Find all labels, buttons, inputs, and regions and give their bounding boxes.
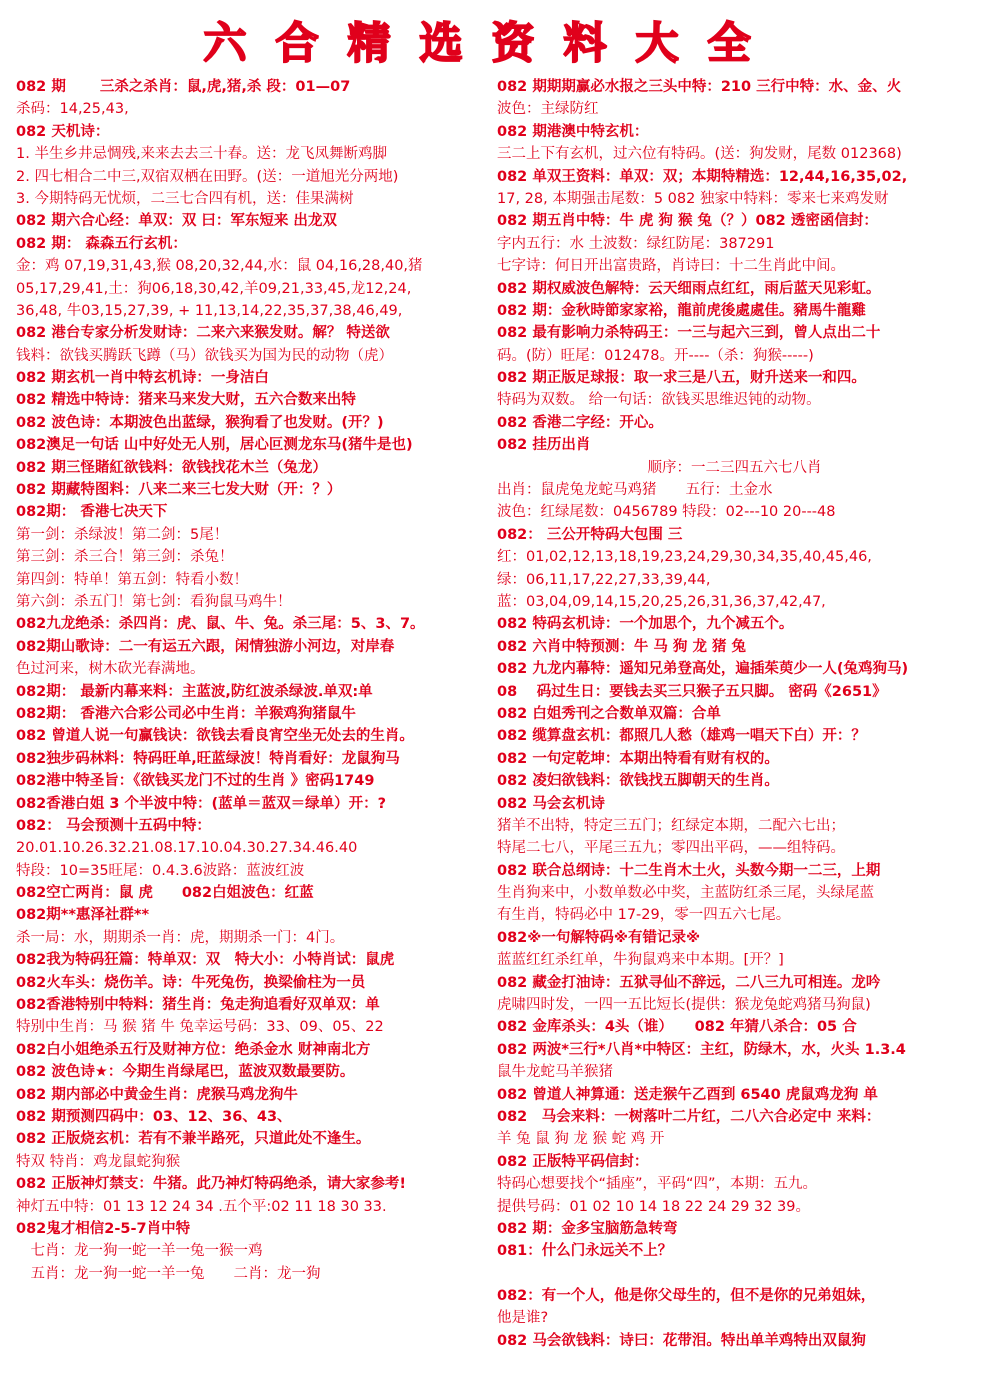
right-text-line: 082 期权威波色解特：云天细雨点红红，雨后蓝天见彩虹。 [497, 280, 881, 297]
left-text-line: 082香港白姐 3 个半波中特：(蓝单＝蓝双＝绿单）开：? [16, 795, 386, 812]
left-text-line: 082 期 三杀之杀肖：鼠,虎,猪,杀 段：01—07 [16, 79, 351, 95]
left-text-line: 082港中特圣旨：《欲钱买龙门不过的生肖 》密码1749 [16, 773, 375, 790]
left-text-line: 082期： 香港六合彩公司必中生肖：羊猴鸡狗猪鼠牛 [16, 705, 356, 722]
left-text-line: 36,48, 牛03,15,27,39, + 11,13,14,22,35,37,38,46,49, [16, 302, 403, 319]
right-text-line: 082 两波*三行*八肖*中特区：主红，防绿木，水，火头 1.3.4 [497, 1041, 906, 1058]
right-text-line: 082 金库杀头：4头（谁） 082 年猜八杀合：05 合 [497, 1019, 857, 1036]
right-text-line: 082 马会欲钱料：诗曰：花带泪。特出单羊鸡特出双鼠狗 [497, 1332, 866, 1349]
left-text-line: 082 波色诗★：今期生肖绿尾巴，蓝波双数最要防。 [16, 1064, 355, 1081]
left-text-line: 082澳足一句话 山中好处无人别，居心叵测龙东马(猪牛是也) [16, 437, 413, 454]
right-text-line: 081：什么门永远关不上？ [497, 1243, 673, 1260]
right-text-line: 082 期港澳中特玄机： [497, 123, 649, 140]
right-text-line: 08 码过生日：要钱去买三只猴子五只脚。 密码《2651》 [497, 683, 887, 700]
right-text-line: 082※一句解特码※有错记录※ [497, 929, 701, 946]
left-text-line: 钱料：欲钱买腾跃飞蹲（马）欲钱买为国为民的动物（虎） [16, 347, 393, 364]
right-text-line: 波色：主绿防红 [497, 101, 599, 118]
left-text-line: 1. 半生乡井忌惆残,来来去去三十春。送：龙飞凤舞断鸡脚 [16, 146, 388, 163]
left-text-line: 第三剑：杀三合！第三剑：杀兔！ [16, 549, 234, 566]
right-text-line: 红：01,02,12,13,18,19,23,24,29,30,34,35,40,45,46, [497, 549, 872, 566]
right-text-line: 羊 兔 鼠 狗 龙 猴 蛇 鸡 开 [497, 1131, 665, 1148]
left-text-line: 082： 马会预测十五码中特： [16, 817, 211, 834]
right-text-line: 虎啸四时发，一四一五比短长(提供：猴龙兔蛇鸡猪马狗鼠) [497, 997, 871, 1014]
left-text-line: 082 期藏特图料：八来二来三七发大财（开：？） [16, 482, 342, 499]
right-text-line: 七字诗：何日开出富贵路，肖诗曰：十二生肖此中间。 [497, 258, 845, 275]
right-text-line: 082 六肖中特预测：牛 马 狗 龙 猪 兔 [497, 638, 747, 655]
left-text-line: 082 期内部必中黄金生肖：虎猴马鸡龙狗牛 [16, 1086, 298, 1103]
left-text-line: 七肖：龙一狗一蛇一羊一兔一猴一鸡 [16, 1243, 263, 1260]
right-text-line: 17, 28, 本期强击尾数：5 082 独家中特料：零来七来鸡发财 [497, 190, 889, 207]
left-text-line: 色过河来，树木砍光春满地。 [16, 661, 205, 678]
right-text-line: 082 期正版足球报：取一求三是八五，财升送来一和四。 [497, 370, 866, 387]
right-text-line: 082 最有影响力杀特码王：一三与起六三到，曾人点出二十 [497, 325, 881, 342]
right-text-line: 波色：红绿尾数：0456789 特段：02---10 20---48 [497, 504, 836, 521]
left-text-line: 082期山歌诗：二一有运五六跟，闲情独游小河边，对岸春 [16, 638, 395, 655]
right-text-line: 082 九龙内幕特：遥知兄弟登高处，遍插茱萸少一人(兔鸡狗马) [497, 661, 909, 678]
right-text-line: 082 香港二字经：开心。 [497, 414, 663, 431]
left-text-line: 特双 特肖：鸡龙鼠蛇狗猴 [16, 1153, 181, 1170]
left-text-line: 082 期： 森森五行玄机： [16, 235, 187, 252]
left-text-line: 082 天机诗： [16, 123, 110, 140]
left-text-line: 杀一局：水，期期杀一肖：虎，期期杀一门：4门。 [16, 929, 345, 946]
right-text-line: 特尾二七八，平尾三五九；零四出平码，——组特码。 [497, 840, 845, 857]
right-text-line: 出肖：鼠虎兔龙蛇马鸡猪 五行：土金水 [497, 482, 773, 499]
left-text-line: 特别中生肖：马 猴 猪 牛 兔幸运号码：33、09、05、22 [16, 1019, 384, 1036]
left-text-line: 082火车头：烧伤羊。诗：牛死兔伤，换梁偷柱为一员 [16, 974, 366, 991]
left-text-line: 082九龙绝杀：杀四肖：虎、鼠、牛、兔。杀三尾：5、3、7。 [16, 616, 425, 633]
right-text-line: 082 单双王资料：单双：双；本期特精选：12,44,16,35,02, [497, 168, 908, 185]
right-text-line: 提供号码：01 02 10 14 18 22 24 29 32 39。 [497, 1198, 810, 1215]
left-text-line: 082 期预测四码中：03、12、36、43、 [16, 1108, 292, 1125]
right-text-line: 猪羊不出特，特定三五门；红绿定本期，二配六七出； [497, 817, 845, 834]
left-text-line: 082 期三怪賭紅欲钱料：欲钱找花木兰（兔龙） [16, 459, 327, 476]
right-column [497, 76, 972, 1352]
left-text-line: 082 波色诗：本期波色出蓝绿，猴狗看了也发财。(开？) [16, 414, 384, 431]
left-text-line: 特段：10=35旺尾：0.4.3.6波路：蓝波红波 [16, 862, 305, 879]
left-text-line: 05,17,29,41,土：狗06,18,30,42,羊09,21,33,45,龙12,24, [16, 280, 412, 297]
right-text-line: 他是谁? [497, 1310, 549, 1327]
left-text-line: 2. 四七相合二中三,双宿双栖在田野。(送：一道旭光分两地) [16, 168, 399, 185]
right-text-line: 082 一句定乾坤：本期出特看有财有权的。 [497, 750, 779, 767]
right-text-line: 082 凌妇欲钱料：欲钱找五脚朝天的生肖。 [497, 773, 779, 790]
right-text-line: 蓝蓝红红杀红单，牛狗鼠鸡来中本期。[开？] [497, 952, 784, 969]
left-text-line: 神灯五中特：01 13 12 24 34 .五个平:02 11 18 30 33. [16, 1198, 387, 1215]
right-text-line: 082 曾道人神算通：送走猴午乙酉到 6540 虎鼠鸡龙狗 单 [497, 1086, 878, 1103]
left-text-line: 082鬼才相信2-5-7肖中特 [16, 1220, 191, 1237]
right-text-line: 082 缆算盘玄机：都照几人愁（雄鸡一唱天下白）开：？ [497, 728, 866, 745]
left-text-line: 第六剑：杀五门！第七剑：看狗鼠马鸡牛！ [16, 593, 292, 610]
left-text-line: 第四剑：特单！第五剑：特看小数！ [16, 571, 248, 588]
right-text-line: 082 挂历出肖 [497, 437, 591, 454]
right-text-line: 082 联合总纲诗：十二生肖木土火，头数今期一二三，上期 [497, 862, 881, 879]
left-text-line: 082期： 最新内幕来料：主蓝波,防红波杀绿波.单双:单 [16, 683, 373, 700]
left-text-line: 082 港台专家分析发财诗：二来六来猴发财。解？ 特送欲 [16, 325, 390, 342]
right-text-line: 鼠牛龙蛇马羊猴猪 [497, 1064, 613, 1081]
left-text-line: 金：鸡 07,19,31,43,猴 08,20,32,44,水：鼠 04,16,28,40,猪 [16, 258, 423, 275]
right-text-line: 特码心想要找个“插座”，平码“四”，本期：五九。 [497, 1176, 818, 1193]
right-text-line: 码。(防）旺尾：012478。开----（杀：狗猴-----) [497, 347, 814, 364]
left-text-line: 082 曾道人说一句赢钱诀：欲钱去看良宵空坐无处去的生肖。 [16, 728, 414, 745]
left-text-line: 杀码：14,25,43, [16, 101, 129, 118]
right-text-line: 082 特码玄机诗：一个加思个，九个减五个。 [497, 616, 794, 633]
left-text-line: 082期： 香港七决天下 [16, 504, 168, 521]
right-text-line: 字内五行：水 土波数：绿红防尾：387291 [497, 235, 775, 252]
right-text-line: 082 期：金多宝脑筋急转弯 [497, 1220, 678, 1237]
right-text-line: 082 马会玄机诗 [497, 795, 605, 812]
left-text-line: 第一剑：杀绿波！第二剑：5尾！ [16, 526, 229, 543]
right-text-line: 082 藏金打油诗：五狱寻仙不辞远，二八三九可相连。龙吟 [497, 974, 881, 991]
right-text-line: 特码为双数。 给一句话：欲钱买思维迟钝的动物。 [497, 392, 821, 409]
right-text-line: 082 白姐秀刊之合数单双篇：合单 [497, 705, 721, 722]
left-text-line: 082空亡两肖：鼠 虎 082白姐波色：红蓝 [16, 885, 314, 902]
right-text-line [497, 1263, 972, 1285]
left-text-line: 082 正版神灯禁支：牛猪。此乃神灯特码绝杀，请大家参考! [16, 1176, 406, 1193]
left-text-line: 082 精选中特诗：猪来马来发大财，五六合数来出特 [16, 392, 356, 409]
left-text-line: 20.01.10.26.32.21.08.17.10.04.30.27.34.46.40 [16, 840, 358, 857]
right-text-line: 082： 三公开特码大包围 三 [497, 526, 683, 543]
right-text-line: 082 期五肖中特：牛 虎 狗 猴 兔（？）082 透密函信封： [497, 213, 878, 230]
right-text-line: 082 正版特平码信封： [497, 1153, 649, 1170]
right-text-line: 082：有一个人，他是你父母生的，但不是你的兄弟姐妹， [497, 1288, 876, 1305]
right-text-line: 有生肖，特码必中 17-29，零一四五六七尾。 [497, 907, 791, 924]
left-text-line: 082 正版烧玄机：若有不兼半路死，只道此处不逢生。 [16, 1131, 371, 1148]
left-text-line: 082独步码林料：特码旺单,旺蓝绿波！特肖看好：龙鼠狗马 [16, 750, 400, 767]
right-text-line: 082 期：金秋時節家家裕，龍前虎後處處佳。豬馬牛龍雞 [497, 302, 866, 319]
right-text-line: 三二上下有玄机，过六位有特码。(送：狗发财，尾数 012368) [497, 146, 902, 163]
page-title: 六合精选资料大全 [203, 19, 780, 69]
right-text-line: 082 马会来料：一树落叶二片红，二八六合必定中 来料： [497, 1108, 881, 1125]
left-text-line: 3. 今期特码无忧烦，二三七合四有机，送：佳果满树 [16, 190, 354, 207]
left-text-line: 082我为特码狂篇：特单双：双 特大小：小特肖试：鼠虎 [16, 952, 395, 969]
left-text-line: 082 期六合心经：单双：双 曰：军东短来 出龙双 [16, 213, 337, 230]
right-text-line: 蓝：03,04,09,14,15,20,25,26,31,36,37,42,47, [497, 593, 826, 610]
left-text-line: 082期**惠泽社群** [16, 907, 150, 924]
left-column [16, 76, 491, 1285]
right-text-line: 绿：06,11,17,22,27,33,39,44, [497, 571, 711, 588]
right-text-line: 生肖狗来中，小数单数必中奖，主蓝防红杀三尾，头绿尾蓝 [497, 885, 874, 902]
left-text-line: 082香港特别中特料：猪生肖：兔走狗追看好双单双：单 [16, 997, 380, 1014]
left-text-line: 五肖：龙一狗一蛇一羊一兔 二肖：龙一狗 [16, 1265, 321, 1282]
left-text-line: 082白小姐绝杀五行及财神方位：绝杀金水 财神南北方 [16, 1041, 371, 1058]
right-text-line: 082 期期期赢必水报之三头中特：210 三行中特：水、金、火 [497, 79, 902, 95]
left-text-line: 082 期玄机一肖中特玄机诗：一身洁白 [16, 370, 269, 387]
right-text-line: 顺序：一二三四五六七八肖 [647, 459, 822, 476]
